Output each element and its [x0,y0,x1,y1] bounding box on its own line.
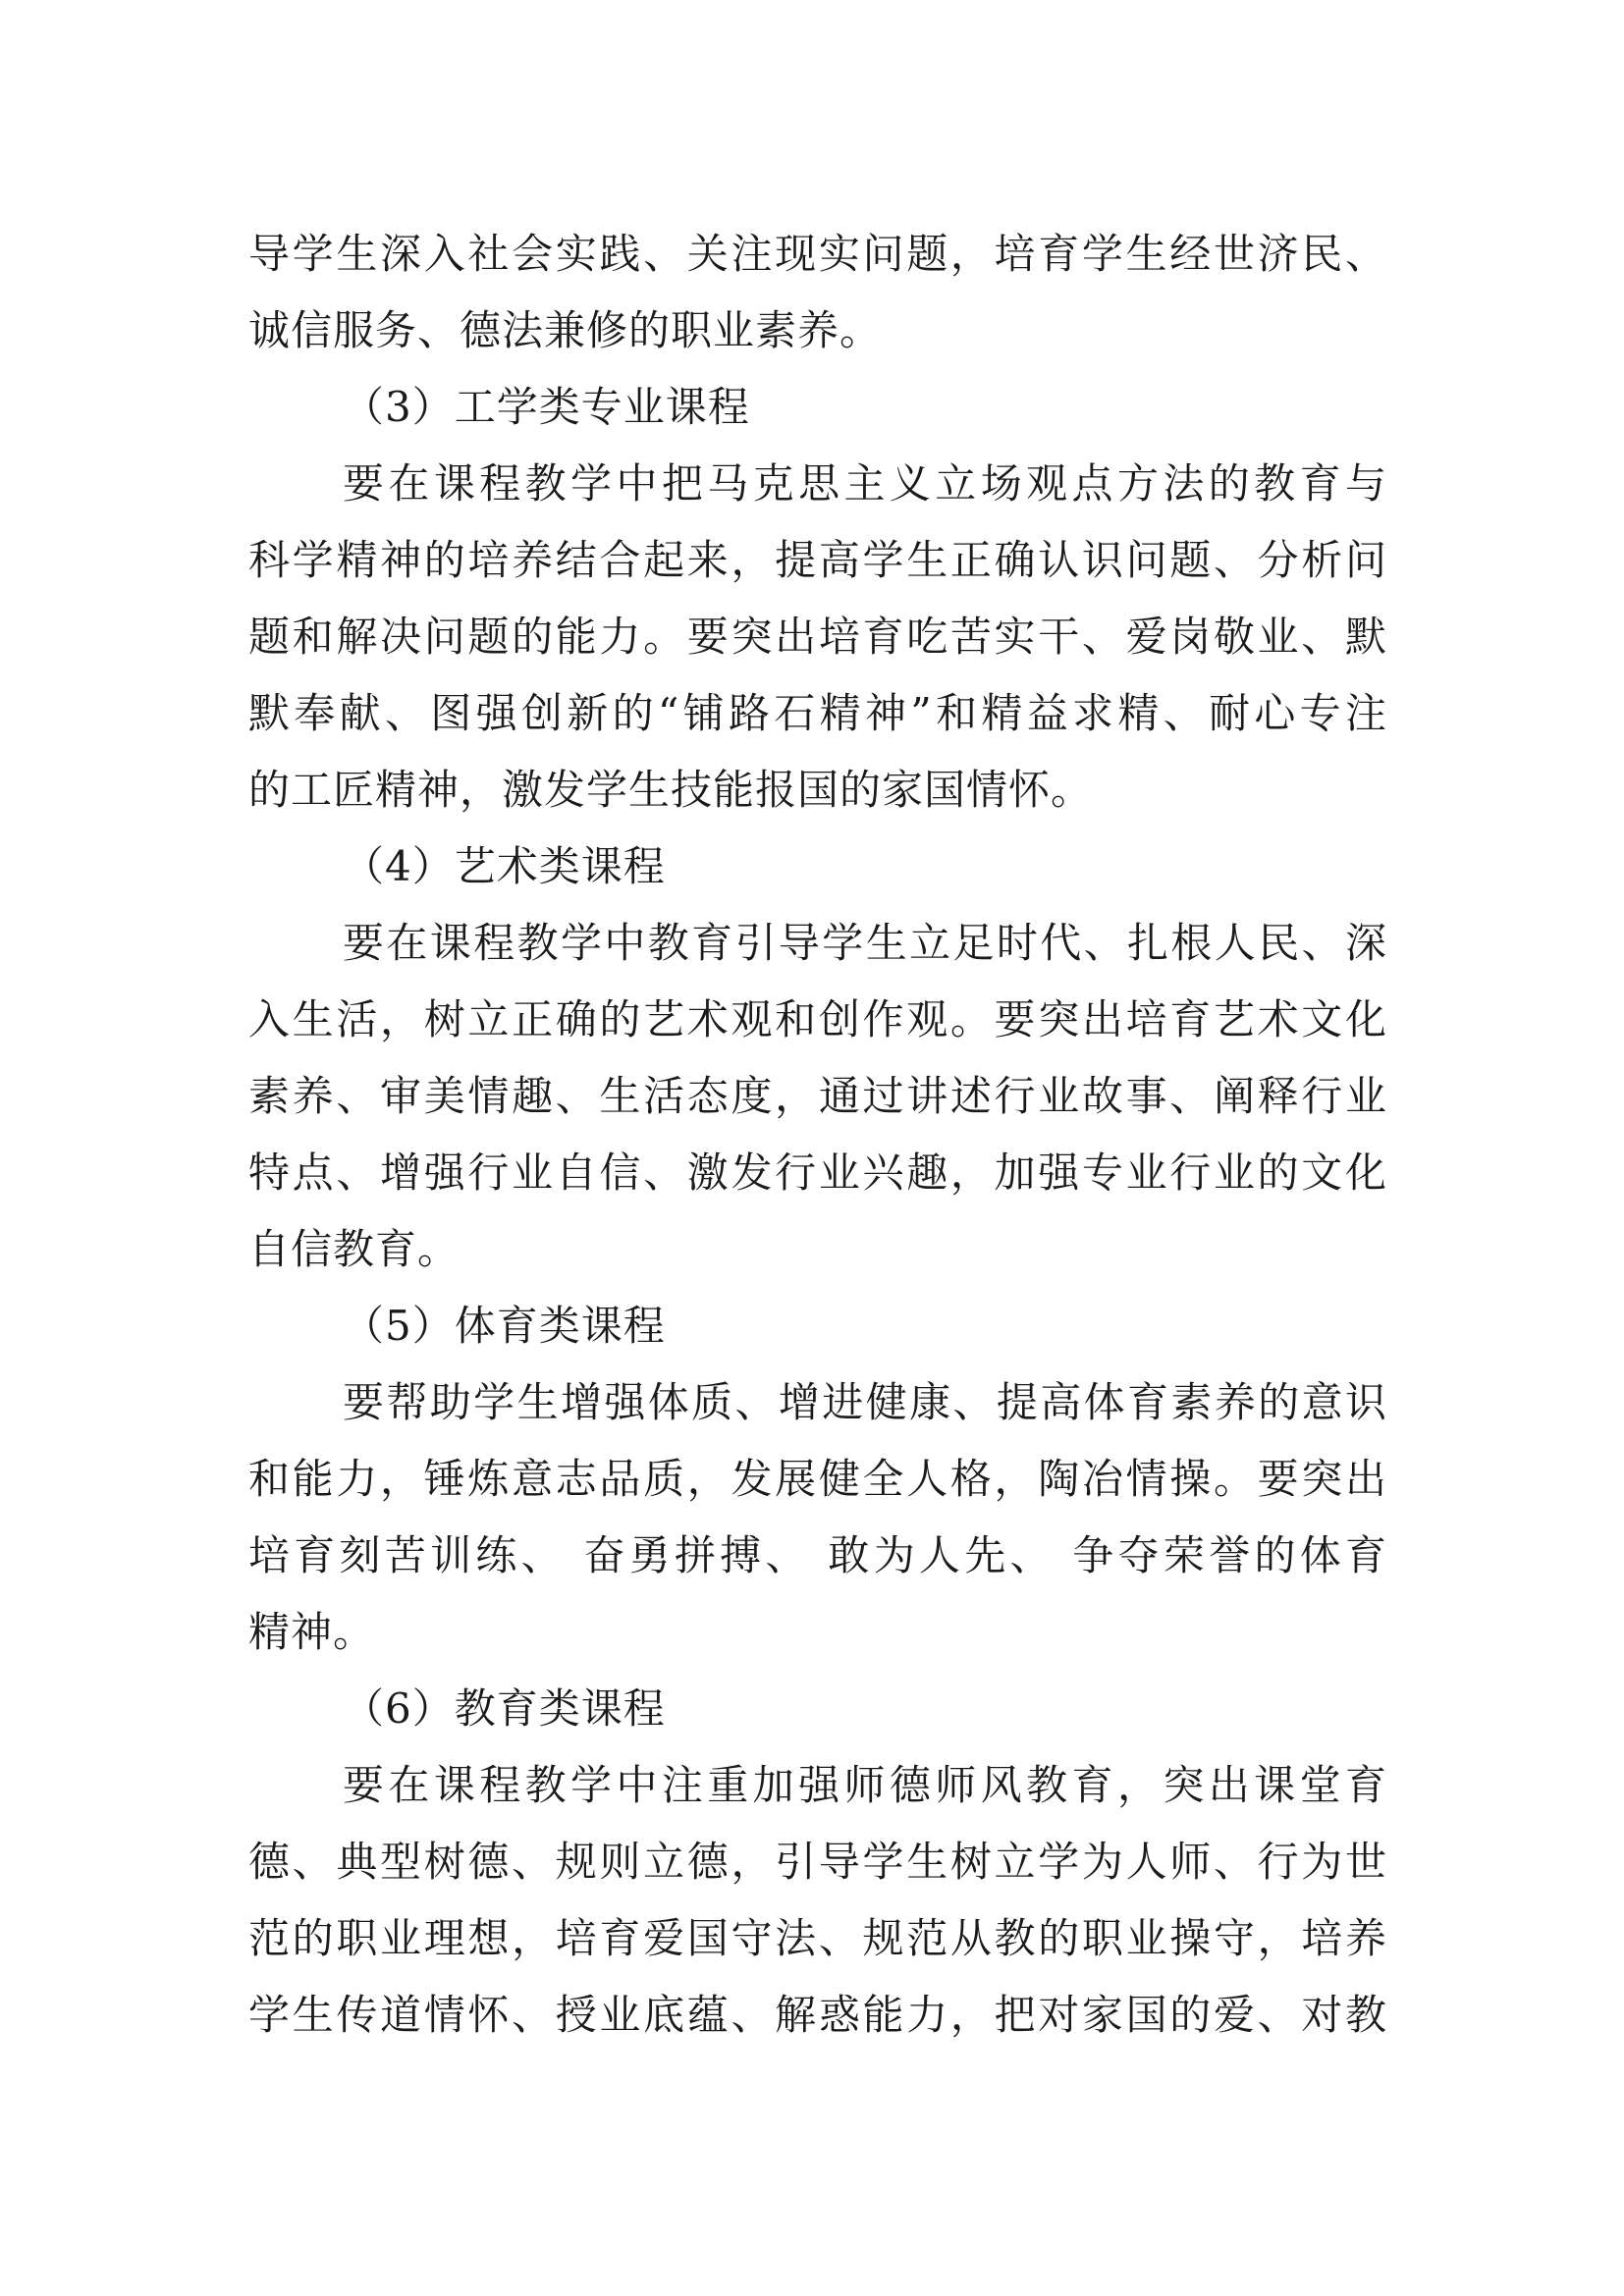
text-line: 和能力，锤炼意志品质，发展健全人格，陶冶情操。要突出 [248,1455,1387,1503]
text-line: 素养、审美情趣、生活态度，通过讲述行业故事、阐释行业 [248,1072,1387,1120]
text-line: 德、典型树德、规则立德，引导学生树立学为人师、行为世 [248,1838,1387,1886]
text-line: 要在课程教学中把马克思主义立场观点方法的教育与 [343,459,1387,507]
section-heading: （5）体育类课程 [343,1302,666,1350]
text-line: 入生活，树立正确的艺术观和创作观。要突出培育艺术文化 [248,995,1387,1043]
text-line: 题和解决问题的能力。要突出培育吃苦实干、爱岗敬业、默 [248,613,1387,661]
section-heading: （6）教育类课程 [343,1684,666,1733]
text-line: 要在课程教学中注重加强师德师风教育，突出课堂育 [343,1761,1387,1809]
body-text [248,216,1387,2054]
text-line: 科学精神的培养结合起来，提高学生正确认识问题、分析问 [248,536,1387,584]
section-heading: （3）工学类专业课程 [343,383,750,431]
text-line: 自信教育。 [248,1225,460,1273]
text-line: 的工匠精神，激发学生技能报国的家国情怀。 [248,766,1094,814]
text-line: 要帮助学生增强体质、增进健康、提高体育素养的意识 [343,1378,1387,1426]
text-line: 默奉献、图强创新的“铺路石精神”和精益求精、耐心专注 [248,689,1387,737]
text-line: 精神。 [248,1608,376,1656]
text-line: 导学生深入社会实践、关注现实问题，培育学生经世济民、 [248,230,1387,278]
text-line: 培育刻苦训练、 奋勇拼搏、 敢为人先、 争夺荣誉的体育 [248,1531,1387,1579]
text-line: 范的职业理想，培育爱国守法、规范从教的职业操守，培养 [248,1914,1387,1962]
text-line: 要在课程教学中教育引导学生立足时代、扎根人民、深 [343,919,1387,967]
text-line: 学生传道情怀、授业底蕴、解惑能力，把对家国的爱、对教 [248,1991,1387,2039]
text-line: 特点、增强行业自信、激发行业兴趣，加强专业行业的文化 [248,1148,1387,1197]
section-heading: （4）艺术类课程 [343,842,666,890]
text-line: 诚信服务、德法兼修的职业素养。 [248,306,883,354]
